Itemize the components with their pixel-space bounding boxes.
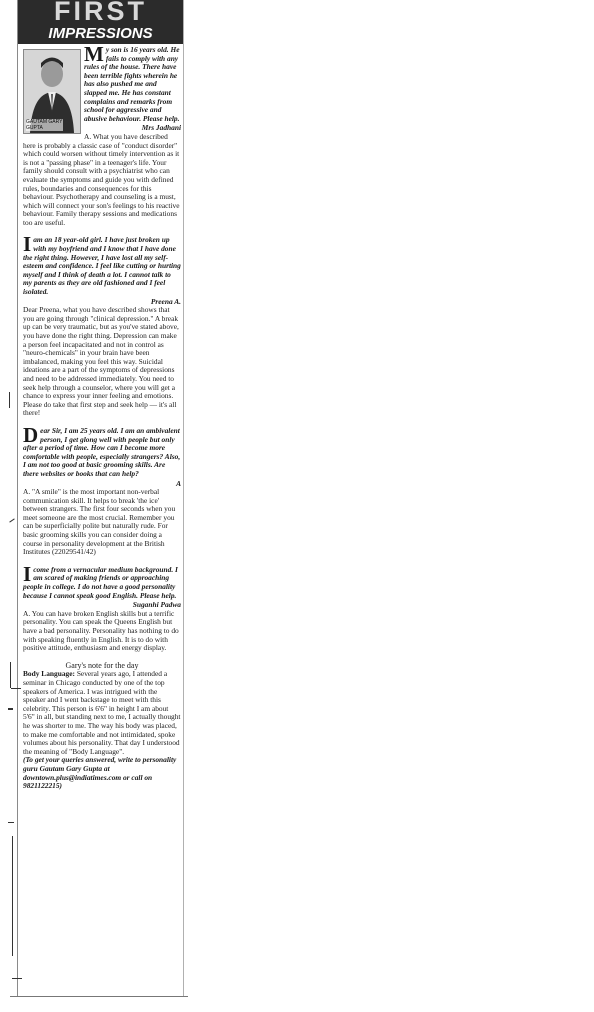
column-header	[18, 0, 183, 44]
pen-mark	[9, 392, 10, 408]
answer-1: A. What you have described here is probably a classic case of "conduct disorder" which could worsen without timely intervention as it is not a "passing phase" in a teenager's life. Your family should consult with a psychiatrist who can evaluate the symptoms and guide you with defined rules, boundaries and consequences for this behaviour. Psychotherapy and counseling is a must, which will connect your son's feelings to his reactive behaviour. Family therapy sessions and medications too are useful.	[23, 131, 180, 227]
note-title: Gary's note for the day	[65, 660, 139, 670]
question-4: Icome from a vernacular medium background. I am scared of making friends or approaching people in college. I do not have a good personality because I cannot speak good English. Please help.	[23, 561, 178, 600]
question-2: Iam an 18 year-old girl. I have just broken up with my boyfriend and I know that I have done the right thing. However, I have lost all my self-esteem and confidence. I feel like cutting or hurting myself and I think of death a lot. I cannot talk to my parents as they are old fashioned and I feel isolated.	[23, 232, 181, 297]
pen-mark	[10, 662, 11, 688]
bottom-rule	[10, 996, 188, 997]
answer-3: A. "A smile" is the most important non-verbal communication skill. It helps to break 'the ice' between strangers. The first four seconds when you meet someone are the most crucial. Remember you can be superficially polite but naturally rude. For basic grooming skills you can consider doing a course in personality development at the British Institutes (22029541/42)	[23, 487, 176, 557]
pen-mark	[11, 688, 21, 689]
photo-float-spacer	[23, 46, 81, 134]
pen-mark	[12, 836, 13, 956]
column-rule-right	[183, 0, 184, 996]
pen-mark	[12, 978, 22, 979]
question-3-signature: A	[176, 478, 181, 488]
note-lead: Body Language:	[23, 669, 75, 679]
pen-mark	[9, 518, 14, 522]
pen-mark	[8, 822, 14, 823]
photo-caption: GAUTAM GARY GUPTA	[26, 119, 63, 131]
question-4-signature: Suganhi Padwa	[132, 600, 181, 610]
question-2-signature: Preena A.	[150, 296, 181, 306]
header-title-first: FIRST	[54, 0, 147, 26]
pen-mark	[8, 708, 13, 710]
note-text: Several years ago, I attended a seminar in Chicago conducted by one of the top speakers of America. I was intrigued with the speaker and I went backstage to meet with this celebrity. This person is 6'6" in height I am about 5'6" in all, but standing next to me, I actually thought he was shorter to me. The way his body was placed, to make me comfortable and not intimidated, spoke volumes about his personality. That day I understood the meaning of "Body Language".	[23, 669, 181, 756]
header-title-impressions: IMPRESSIONS	[48, 25, 153, 42]
note-body	[23, 670, 181, 756]
answer-4: A. You can have broken English skills but a terrific personality. You can speak the Queens English but have a bad personality. Personality has nothing to do with speaking fluently in English. It is to do with positive attitude, enthusiasm and energy display.	[23, 608, 179, 653]
answer-2: Dear Preena, what you have described shows that you are going through "clinical depression." A break up can be very traumatic, but as you've stated above, you have done the right thing. Depression can make a person feel incapacitated and not in control as "neuro-chemicals" in your brain have been imbalanced, making you feel this way. Suicidal ideations are a part of the symptoms of depressions and need to be addressed immediately. You need to seek help through a counselor, where you will get a chance to express your inner feeling and emotions. Please do take that first step and seek help — it's all there!	[23, 305, 179, 418]
question-1: My son is 16 years old. He fails to comply with any rules of the house. There have been terrible fights wherein he has also pushed me and slapped me. He has constant complains and remarks from school for aggressive and abusive behaviour. Please help.	[84, 42, 180, 123]
question-1-signature: Mrs Jadhani	[141, 123, 181, 133]
newspaper-column	[18, 0, 183, 996]
question-3: Dear Sir, I am 25 years old. I am an ambivalent person, I get glong well with people but only after a period of time. How can I become more comfortable with people, especially strangers? Also, I am not too good at basic grooming skills. Are there websites or books that can help?	[23, 422, 181, 478]
contact-info: (To get your queries answered, write to personality guru Gautam Gary Gupta at downtown.plus@indiatimes.com or call on 9821122215)	[23, 755, 177, 791]
article-body	[23, 42, 181, 791]
